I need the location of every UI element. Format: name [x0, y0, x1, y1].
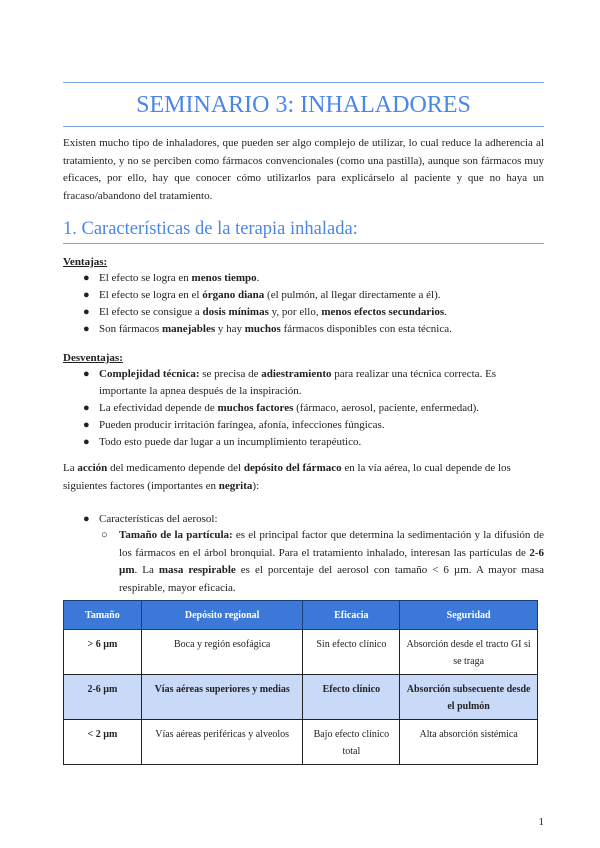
bullet-icon: ● — [83, 402, 90, 414]
desventajas-list — [63, 366, 544, 451]
bullet-icon: ● — [83, 272, 90, 284]
list-item: ● Complejidad técnica: se precisa de adiestramiento para realizar una técnica correcta. Es importante la apnea después de la inspiración. — [83, 368, 497, 397]
list-item: ● Son fármacos manejables y hay muchos fármacos disponibles con esta técnica. — [63, 321, 544, 338]
header-safety: Seguridad — [400, 601, 538, 630]
bullet-icon: ● — [83, 306, 90, 318]
circle-bullet-icon: ○ — [101, 529, 108, 541]
header-efficacy: Eficacia — [303, 601, 400, 630]
bullet-icon: ● — [83, 513, 90, 525]
table-cell: Absorción subsecuente desde el pulmón — [400, 675, 538, 720]
intro-paragraph: Existen mucho tipo de inhaladores, que pueden ser algo complejo de utilizar, lo cual reduce la adherencia al tratamiento, y no se perciben como fármacos convencionales (como una pastilla), aunque son fármacos muy eficaces, por ello, hay que conocer cómo utilizarlos para explicárselo al paciente y que no haya un fracaso/abandono del tratamiento. — [63, 137, 544, 202]
document-title: SEMINARIO 3: INHALADORES — [136, 92, 471, 118]
list-item: ● Todo esto puede dar lugar a un incumplimiento terapéutico. — [63, 434, 544, 451]
section-rule — [63, 243, 544, 244]
top-rule — [63, 82, 544, 83]
table-cell: < 2 µm — [64, 720, 142, 765]
section-heading: 1. Características de la terapia inhalada: — [63, 219, 358, 239]
aerosol-list — [63, 511, 544, 528]
desventajas-label: Desventajas: — [63, 352, 123, 364]
title-rule — [63, 126, 544, 127]
particle-table — [63, 600, 538, 765]
table-cell: Alta absorción sistémica — [400, 720, 538, 765]
table-header-row — [64, 601, 538, 630]
table-cell: Efecto clínico — [303, 675, 400, 720]
ventajas-list — [63, 270, 544, 338]
table-cell: Absorción desde el tracto GI si se traga — [400, 630, 538, 675]
table-cell: Vías aéreas superiores y medias — [141, 675, 303, 720]
accion-paragraph: La acción del medicamento depende del depósito del fármaco en la vía aérea, lo cual depende de los siguientes factores (importantes en negrita): — [63, 462, 511, 492]
list-item: ● La efectividad depende de muchos factores (fármaco, aerosol, paciente, enfermedad). — [63, 400, 544, 417]
particle-size-item: ○ Tamaño de la partícula: es el principal factor que determina la sedimentación y la difusión de los fármacos en el árbol bronquial. Para el tratamiento inhalado, interesan las partículas de 2-6 µm. La masa respirable es el porcentaje del aerosol con tamaño < 6 µm. A mayor masa respirable, mayor eficacia. — [101, 529, 544, 594]
header-deposit: Depósito regional — [141, 601, 303, 630]
bullet-icon: ● — [83, 436, 90, 448]
table-cell: Boca y región esofágica — [141, 630, 303, 675]
table-cell: Bajo efecto clínico total — [303, 720, 400, 765]
list-item: ● Pueden producir irritación faríngea, afonía, infecciones fúngicas. — [63, 417, 544, 434]
bullet-icon: ● — [83, 368, 90, 380]
table-cell: Sin efecto clínico — [303, 630, 400, 675]
bullet-icon: ● — [83, 419, 90, 431]
table-row — [64, 630, 538, 675]
list-item: ● El efecto se consigue a dosis mínimas y, por ello, menos efectos secundarios. — [63, 304, 544, 321]
table-cell: Vías aéreas periféricas y alveolos — [141, 720, 303, 765]
list-item: ● El efecto se logra en menos tiempo. — [63, 270, 544, 287]
table-row — [64, 720, 538, 765]
table-row — [64, 675, 538, 720]
bullet-icon: ● — [83, 323, 90, 335]
bullet-icon: ● — [83, 289, 90, 301]
ventajas-label: Ventajas: — [63, 256, 108, 268]
list-item: ● El efecto se logra en el órgano diana (el pulmón, al llegar directamente a él). — [63, 287, 544, 304]
list-item: ● Características del aerosol: — [63, 511, 544, 528]
table-cell: 2-6 µm — [64, 675, 142, 720]
page-number: 1 — [538, 816, 544, 828]
header-size: Tamaño — [64, 601, 142, 630]
table-cell: > 6 µm — [64, 630, 142, 675]
